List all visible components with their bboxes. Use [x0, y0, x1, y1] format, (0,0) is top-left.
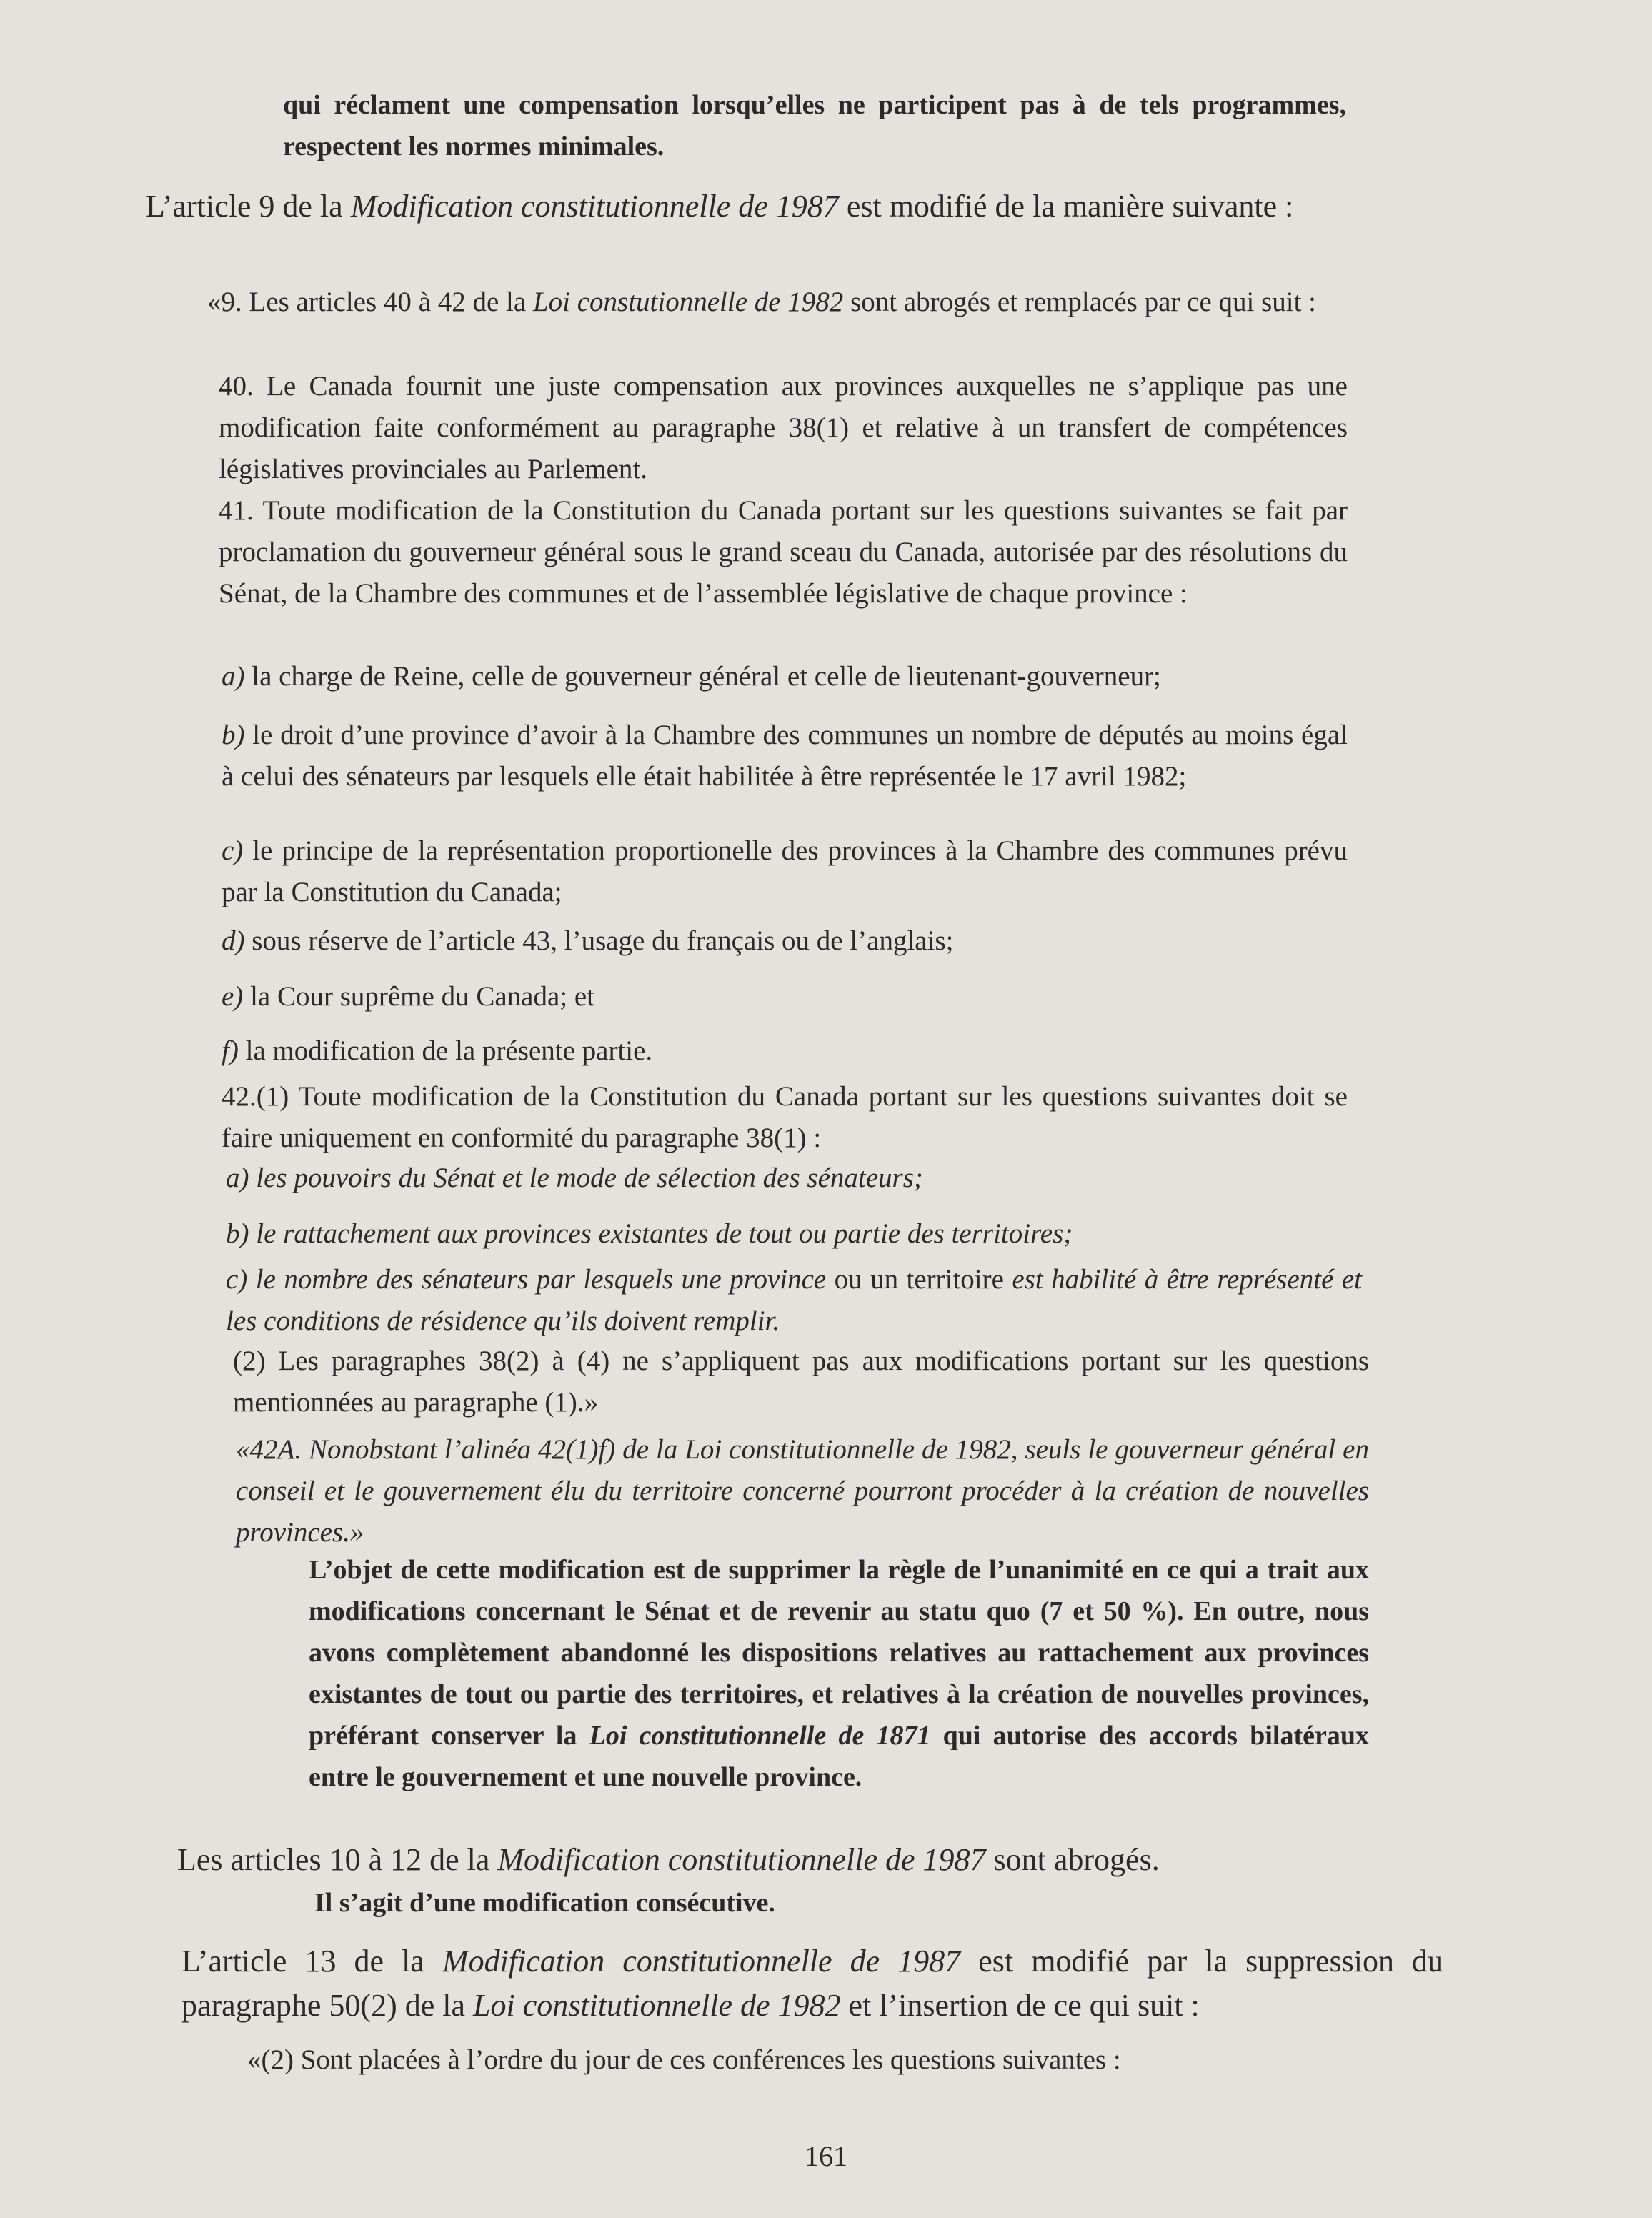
- paragraph-42A: «42A. Nonobstant l’alinéa 42(1)f) de la Loi constitutionnelle de 1982, seuls le gouverneur général en conseil et le gouvernement élu du territoire concerné pourront procéder à la création de nouvelles provinces.»: [236, 1434, 1369, 1548]
- paragraph-continuation: qui réclament une compensation lorsqu’elles ne participent pas à de tels programmes, respectent les normes minimales.: [283, 90, 1346, 161]
- item-41-b: b) le droit d’une province d’avoir à la Chambre des communes un nombre de députés au moins égal à celui des sénateurs par lesquels elle était habilitée à être représentée le 17 avril 1982;: [222, 720, 1348, 792]
- paragraph-articles-10-12: Les articles 10 à 12 de la Modification constitutionnelle de 1987 sont abrogés.: [177, 1842, 1160, 1877]
- item-42-a: a) les pouvoirs du Sénat et le mode de sélection des sénateurs;: [226, 1163, 923, 1193]
- paragraph-article-9: L’article 9 de la Modification constitutionnelle de 1987 est modifié de la manière suivante :: [146, 189, 1294, 224]
- paragraph-42-2: (2) Les paragraphes 38(2) à (4) ne s’appliquent pas aux modifications portant sur les questions mentionnées au paragraphe (1).»: [233, 1346, 1369, 1418]
- item-41-d: d) sous réserve de l’article 43, l’usage du français ou de l’anglais;: [222, 925, 954, 956]
- paragraph-9: «9. Les articles 40 à 42 de la Loi constutionnelle de 1982 sont abrogés et remplacés par ce qui suit :: [207, 287, 1317, 317]
- paragraph-40: 40. Le Canada fournit une juste compensation aux provinces auxquelles ne s’applique pas une modification faite conformément au paragraphe 38(1) et relative à un transfert de compétences législatives provinciales au Parlement.: [219, 371, 1348, 484]
- paragraph-50-2: «(2) Sont placées à l’ordre du jour de ces conférences les questions suivantes :: [247, 2044, 1121, 2075]
- commentary-paragraph: L’objet de cette modification est de supprimer la règle de l’unanimité en ce qui a trait aux modifications concernant le Sénat et de revenir au statu quo (7 et 50 %). En outre, nous avons complètement abandonné les dispositions relatives au rattachement aux provinces existantes de tout ou partie des territoires, et relatives à la création de nouvelles provinces, préférant conserver la Loi constitutionnelle de 1871 qui autorise des accords bilatéraux entre le gouvernement et une nouvelle province.: [309, 1555, 1370, 1792]
- commentary-consequential: Il s’agit d’une modification consécutive.: [314, 1888, 775, 1918]
- paragraph-41: 41. Toute modification de la Constitution du Canada portant sur les questions suivantes se fait par proclamation du gouverneur général sous le grand sceau du Canada, autorisée par des résolutions du Sénat, de la Chambre des communes et de l’assemblée législative de chaque province :: [219, 495, 1348, 609]
- item-42-c: c) le nombre des sénateurs par lesquels une province ou un territoire est habilité à être représenté et les conditions de résidence qu’ils doivent remplir.: [226, 1264, 1362, 1336]
- item-42-b: b) le rattachement aux provinces existantes de tout ou partie des territoires;: [226, 1218, 1073, 1249]
- paragraph-42-1: 42.(1) Toute modification de la Constitution du Canada portant sur les questions suivantes doit se faire uniquement en conformité du paragraphe 38(1) :: [222, 1081, 1348, 1153]
- item-41-e: e) la Cour suprême du Canada; et: [222, 981, 595, 1012]
- paragraph-article-13: L’article 13 de la Modification constitutionnelle de 1987 est modifié par la suppression du paragraphe 50(2) de la Loi constitutionnelle de 1982 et l’insertion de ce qui suit :: [181, 1944, 1444, 2023]
- item-41-c: c) le principe de la représentation proportionelle des provinces à la Chambre des communes prévu par la Constitution du Canada;: [222, 835, 1348, 907]
- item-41-f: f) la modification de la présente partie.: [222, 1035, 653, 1066]
- item-41-a: a) la charge de Reine, celle de gouverneur général et celle de lieutenant-gouverneur;: [222, 661, 1161, 692]
- page-number: 161: [805, 2140, 847, 2172]
